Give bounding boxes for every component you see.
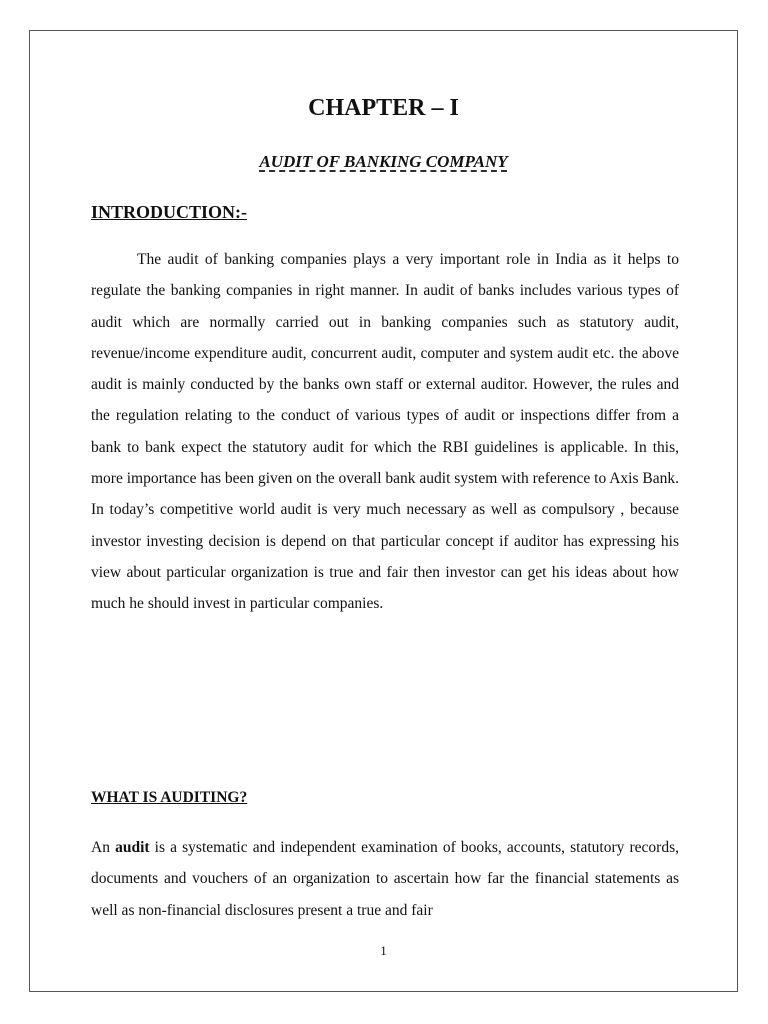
chapter-subtitle: AUDIT OF BANKING COMPANY	[259, 152, 508, 171]
audit-term: audit	[115, 839, 150, 856]
document-page	[29, 30, 738, 992]
what-is-auditing-heading: WHAT IS AUDITING?	[91, 789, 248, 806]
chapter-title: CHAPTER – I	[308, 95, 459, 121]
introduction-paragraph: The audit of banking companies plays a very important role in India as it helps to regulate the banking companies in right manner. In audit of banks includes various types of audit which are normally carried out in banking companies such as statutory audit, revenue/income expenditure audit, concurrent audit, computer and system audit etc. the above audit is mainly conducted by the banks own staff or external auditor. However, the rules and the regulation relating to the conduct of various types of audit or inspections differ from a bank to bank expect the statutory audit for which the RBI guidelines is applicable. In this, more importance has been given on the overall bank audit system with reference to Axis Bank. In today’s competitive world audit is very much necessary as well as compulsory , because investor investing decision is depend on that particular concept if auditor has expressing his view about particular organization is true and fair then investor can get his ideas about how much he should invest in particular companies.	[91, 251, 679, 613]
what-is-auditing-paragraph	[91, 832, 679, 926]
page-number: 1	[380, 943, 387, 958]
paragraph-rest: is a systematic and independent examination of books, accounts, statutory records, documents and vouchers of an organization to ascertain how far the financial statements as well as non-financial disclosures present a true and fair	[91, 839, 679, 919]
introduction-heading: INTRODUCTION:-	[91, 202, 248, 222]
paragraph-lead: An	[91, 839, 116, 856]
